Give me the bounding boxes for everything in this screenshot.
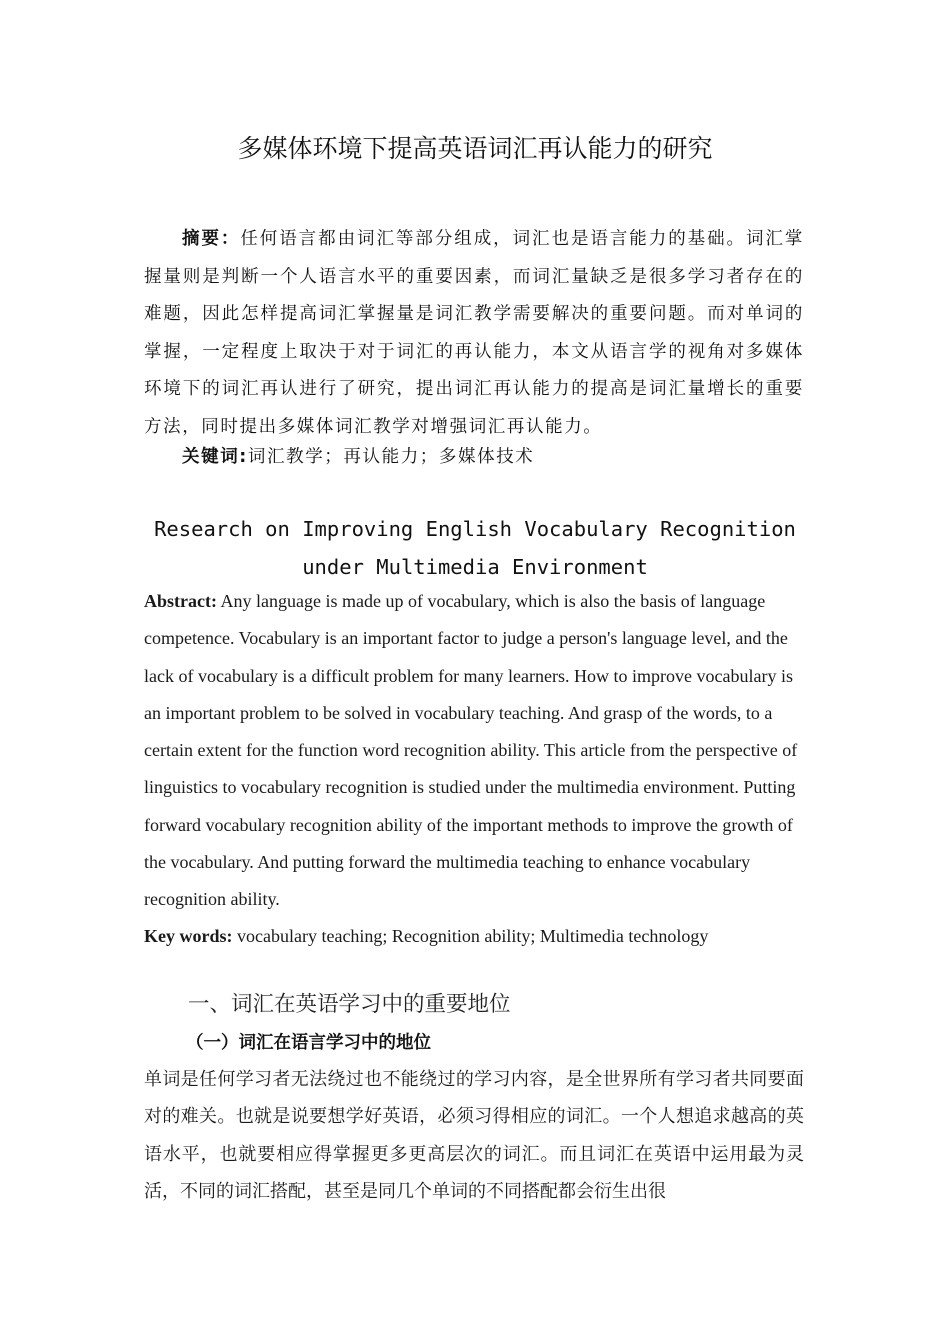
section-heading: 一、词汇在英语学习中的重要地位 <box>188 992 511 1017</box>
english-abstract <box>144 583 808 919</box>
chinese-abstract-text: 任何语言都由词汇等部分组成，词汇也是语言能力的基础。词汇掌握量则是判断一个人语言水平的重要因素，而词汇量缺乏是很多学习者存在的难题，因此怎样提高词汇掌握量是词汇教学需要解决的重要问题。而对单词的掌握，一定程度上取决于对于词汇的再认能力，本文从语言学的视角对多媒体环境下的词汇再认进行了研究，提出词汇再认能力的提高是词汇量增长的重要方法，同时提出多媒体词汇教学对增强词汇再认能力。 <box>144 229 804 437</box>
english-keywords-label: Key words: <box>144 926 233 946</box>
chinese-abstract <box>144 221 804 446</box>
english-title: Research on Improving English Vocabulary Recognition under Multimedia Environment <box>154 517 796 579</box>
chinese-keywords-label: 关键词: <box>182 447 248 467</box>
body-paragraph: 单词是任何学习者无法绕过也不能绕过的学习内容，是全世界所有学习者共同要面对的难关。也就是说要想学好英语，必须习得相应的词汇。一个人想追求越高的英语水平，也就要相应得掌握更多更高层次的词汇。而且词汇在英语中运用最为灵活，不同的词汇搭配，甚至是同几个单词的不同搭配都会衍生出很 <box>144 1069 804 1202</box>
chinese-keywords-text: 词汇教学；再认能力；多媒体技术 <box>247 447 535 467</box>
chinese-keywords <box>182 439 802 475</box>
english-abstract-text: Any language is made up of vocabulary, which is also the basis of language competence. Vocabulary is an important factor to judge a person's language level, and the lack of vocabulary is a difficult problem for many learners. How to improve vocabulary is an important problem to be solved in vocabulary teaching. And grasp of the words, to a certain extent for the function word recognition ability. This article from the perspective of linguistics to vocabulary recognition is studied under the multimedia environment. Putting forward vocabulary recognition ability of the important methods to improve the growth of the vocabulary. And putting forward the multimedia teaching to enhance vocabulary recognition ability. <box>144 591 798 910</box>
english-abstract-label: Abstract: <box>144 591 217 611</box>
english-keywords <box>144 918 808 954</box>
english-keywords-text: vocabulary teaching; Recognition ability; Multimedia technology <box>237 926 709 946</box>
chinese-abstract-label: 摘要： <box>182 229 241 249</box>
subsection-heading: （一）词汇在语言学习中的地位 <box>186 1033 431 1053</box>
chinese-title: 多媒体环境下提高英语词汇再认能力的研究 <box>237 134 713 163</box>
